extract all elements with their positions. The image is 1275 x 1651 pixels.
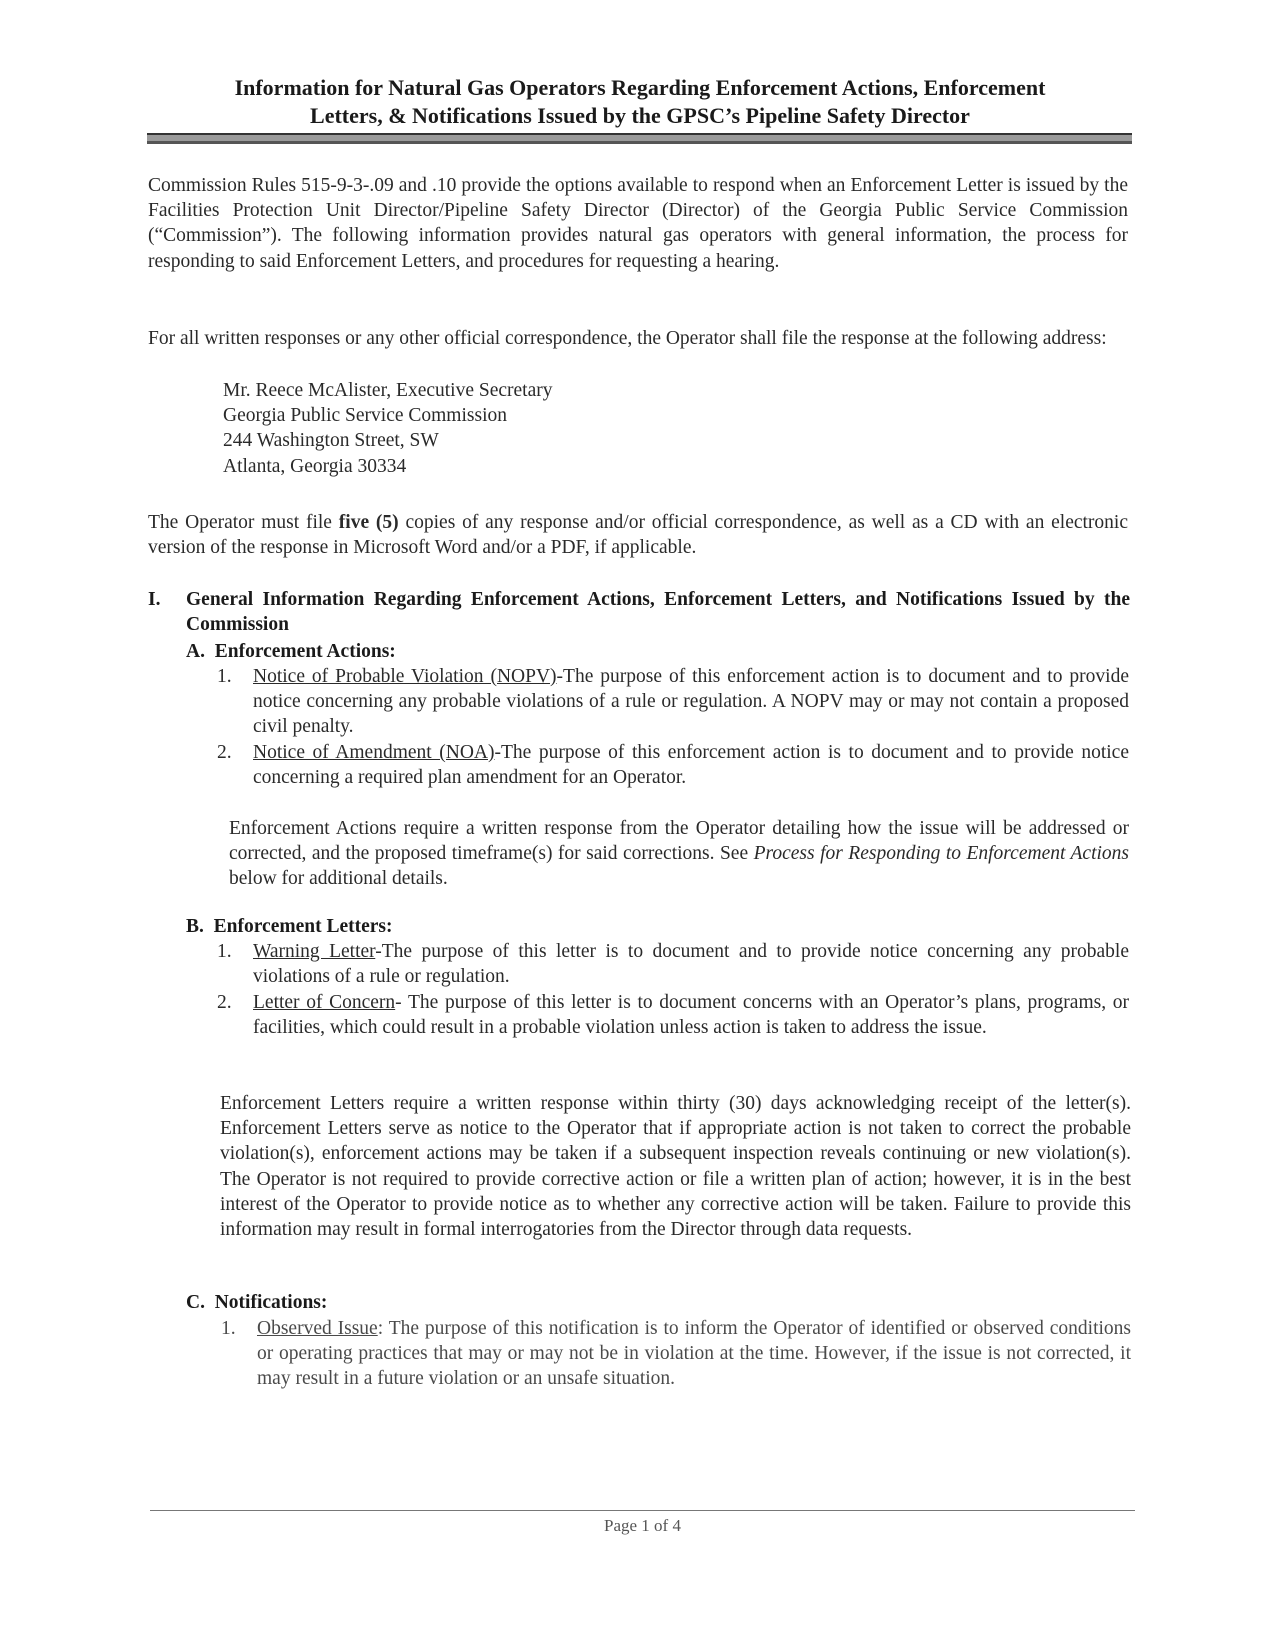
mailing-address [223,378,823,479]
subsection-title: Notifications: [214,1292,328,1313]
item-term: Notice of Probable Violation (NOPV) [253,666,557,687]
note-reference: Process for Responding to Enforcement Actions [753,843,1129,865]
address-line: Georgia Public Service Commission [223,405,507,427]
intro-paragraph-3 [148,510,1128,560]
item-number: 2. [217,992,232,1013]
address-line: Mr. Reece McAlister, Executive Secretary [223,380,553,401]
item-text [253,740,1129,790]
subsection-b-note: Enforcement Letters require a written response within thirty (30) days acknowledging receipt of the letter(s). Enforcement Letters serve as notice to the Operator that if appropriate action is not taken to correct the probable violation(s), enforcement actions may be taken if a subsequent inspection reveals continuing or new violation(s). The Operator is not required to provide corrective action or file a written plan of action; however, it is in the best interest of the Operator to provide notice as to whether any corrective action will be taken. Failure to provide this information may result in formal interrogatories from the Director through data requests. [220,1093,1131,1241]
copies-text-a: The Operator must file [148,512,339,533]
item-term: Warning Letter [253,941,376,962]
item-text [253,664,1129,740]
intro-paragraph-2: For all written responses or any other official correspondence, the Operator shall file the response at the following address: [148,328,1107,349]
item-term: Letter of Concern [253,992,396,1013]
item-number: 1. [217,941,232,962]
item-number: 1. [217,666,232,687]
subsection-label: C. [186,1292,205,1313]
note-text-b: below for additional details. [229,868,448,890]
note-text-a: Enforcement Actions require a written response from the Operator detailing how the issue will be addressed or corrected, and the proposed timeframe(s) for said corrections. See [229,818,1129,865]
address-line: Atlanta, Georgia 30334 [223,455,407,477]
address-line: 244 Washington Street, SW [223,430,439,452]
document-title [150,74,1130,130]
section-number: I. [148,589,161,610]
item-text [253,990,1129,1040]
subsection-label: B. [186,916,204,937]
item-term: Notice of Amendment (NOA) [253,742,495,763]
item-description: : The purpose of this notification is to inform the Operator of identified or observed conditions or operating practices that may or may not be in violation at the time. However, if the issue is not corrected, it may result in a future violation or an unsafe situation. [257,1318,1131,1390]
item-number: 2. [217,742,232,763]
footer-divider [150,1510,1135,1511]
item-description: - The purpose of this letter is to document concerns with an Operator’s plans, programs, or facilities, which could result in a probable violation unless action is taken to address the issue. [253,992,1129,1039]
item-description: -The purpose of this letter is to document and to provide notice concerning any probable violations of a rule or regulation. [253,941,1129,988]
item-number: 1. [221,1318,236,1339]
title-divider [147,133,1132,144]
item-text [257,1316,1131,1392]
item-text [253,939,1129,989]
page-number: Page 1 of 4 [604,1516,681,1535]
title-line-2: Letters, & Notifications Issued by the GPSC’s Pipeline Safety Director [310,103,970,128]
title-line-1: Information for Natural Gas Operators Regarding Enforcement Actions, Enforcement [234,75,1046,100]
copies-count: five (5) [338,512,399,533]
subsection-a-heading [186,639,586,664]
section-title: General Information Regarding Enforcement Actions, Enforcement Letters, and Notifications Issued by the Commission [186,589,1130,636]
item-term: Observed Issue [257,1318,378,1339]
subsection-title: Enforcement Letters: [213,916,393,937]
subsection-b-heading [186,914,586,939]
item-description: -The purpose of this enforcement action is to document and to provide notice concerning a required plan amendment for an Operator. [253,742,1129,789]
subsection-a-note [229,816,1129,892]
subsection-label: A. [186,641,205,662]
copies-text-b: copies of any response and/or official correspondence, as well as a CD with an electronic version of the response in Microsoft Word and/or a PDF, if applicable. [148,512,1129,559]
subsection-c-heading [186,1290,586,1315]
item-description: -The purpose of this enforcement action is to document and to provide notice concerning any probable violations of a rule or regulation. A NOPV may or may not contain a proposed civil penalty. [253,666,1129,738]
subsection-title: Enforcement Actions: [214,641,396,662]
intro-paragraph-1: Commission Rules 515-9-3-.09 and .10 provide the options available to respond when an Enforcement Letter is issued by the Facilities Protection Unit Director/Pipeline Safety Director (Director) of the Georgia Public Service Commission (“Commission”). The following information provides natural gas operators with general information, the process for responding to said Enforcement Letters, and procedures for requesting a hearing. [148,175,1128,272]
